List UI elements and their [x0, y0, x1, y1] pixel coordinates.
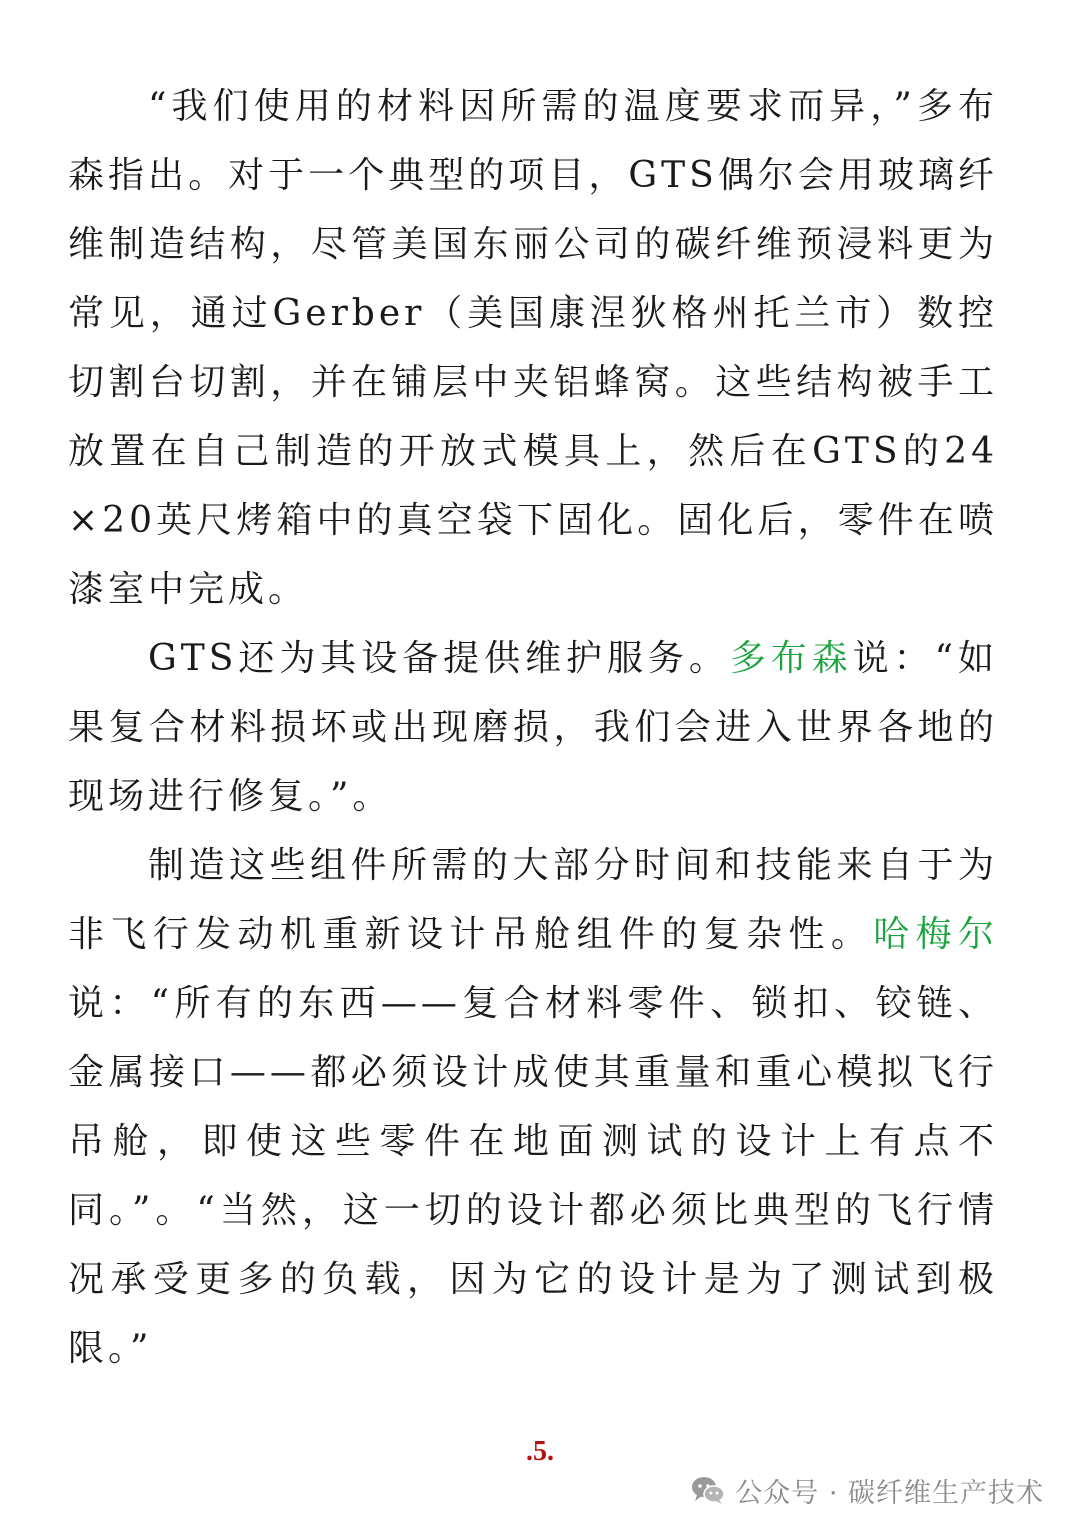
name-highlight-hamel: 哈梅尔 [873, 914, 998, 955]
paragraph-2-text-b: 说：“如果复合材料损坏或出现磨损，我们会进入世界各地的现场进行修复。”。 [68, 638, 998, 817]
paragraph-3 [68, 831, 998, 1383]
paragraph-2-text-a: GTS还为其设备提供维护服务。 [148, 638, 730, 679]
paragraph-1-text: “我们使用的材料因所需的温度要求而异，”多布森指出。对于一个典型的项目，GTS偶尔会用玻璃纤维制造结构，尽管美国东丽公司的碳纤维预浸料更为常见，通过Gerber（美国康涅狄格州托兰市）数控切割台切割，并在铺层中夹铝蜂窝。这些结构被手工放置在自己制造的开放式模具上，然后在GTS的24×20英尺烤箱中的真空袋下固化。固化后，零件在喷漆室中完成。 [68, 86, 998, 610]
name-highlight-dobson: 多布森 [729, 638, 853, 679]
paragraph-3-text-a: 制造这些组件所需的大部分时间和技能来自于为非飞行发动机重新设计吊舱组件的复杂性。 [68, 845, 998, 955]
article-body [68, 72, 998, 1383]
watermark-text: 公众号 · 碳纤维生产技术 [735, 1477, 1044, 1509]
paragraph-2 [68, 624, 998, 831]
paragraph-1 [68, 72, 998, 624]
page-number: .5. [526, 1436, 554, 1467]
paragraph-3-text-b: 说：“所有的东西——复合材料零件、锁扣、铰链、金属接口——都必须设计成使其重量和重心模拟飞行吊舱，即使这些零件在地面测试的设计上有点不同。”。“当然，这一切的设计都必须比典型的飞行情况承受更多的负载，因为它的设计是为了测试到极限。” [68, 983, 998, 1369]
watermark [691, 1472, 1044, 1508]
wechat-icon [691, 1475, 725, 1505]
